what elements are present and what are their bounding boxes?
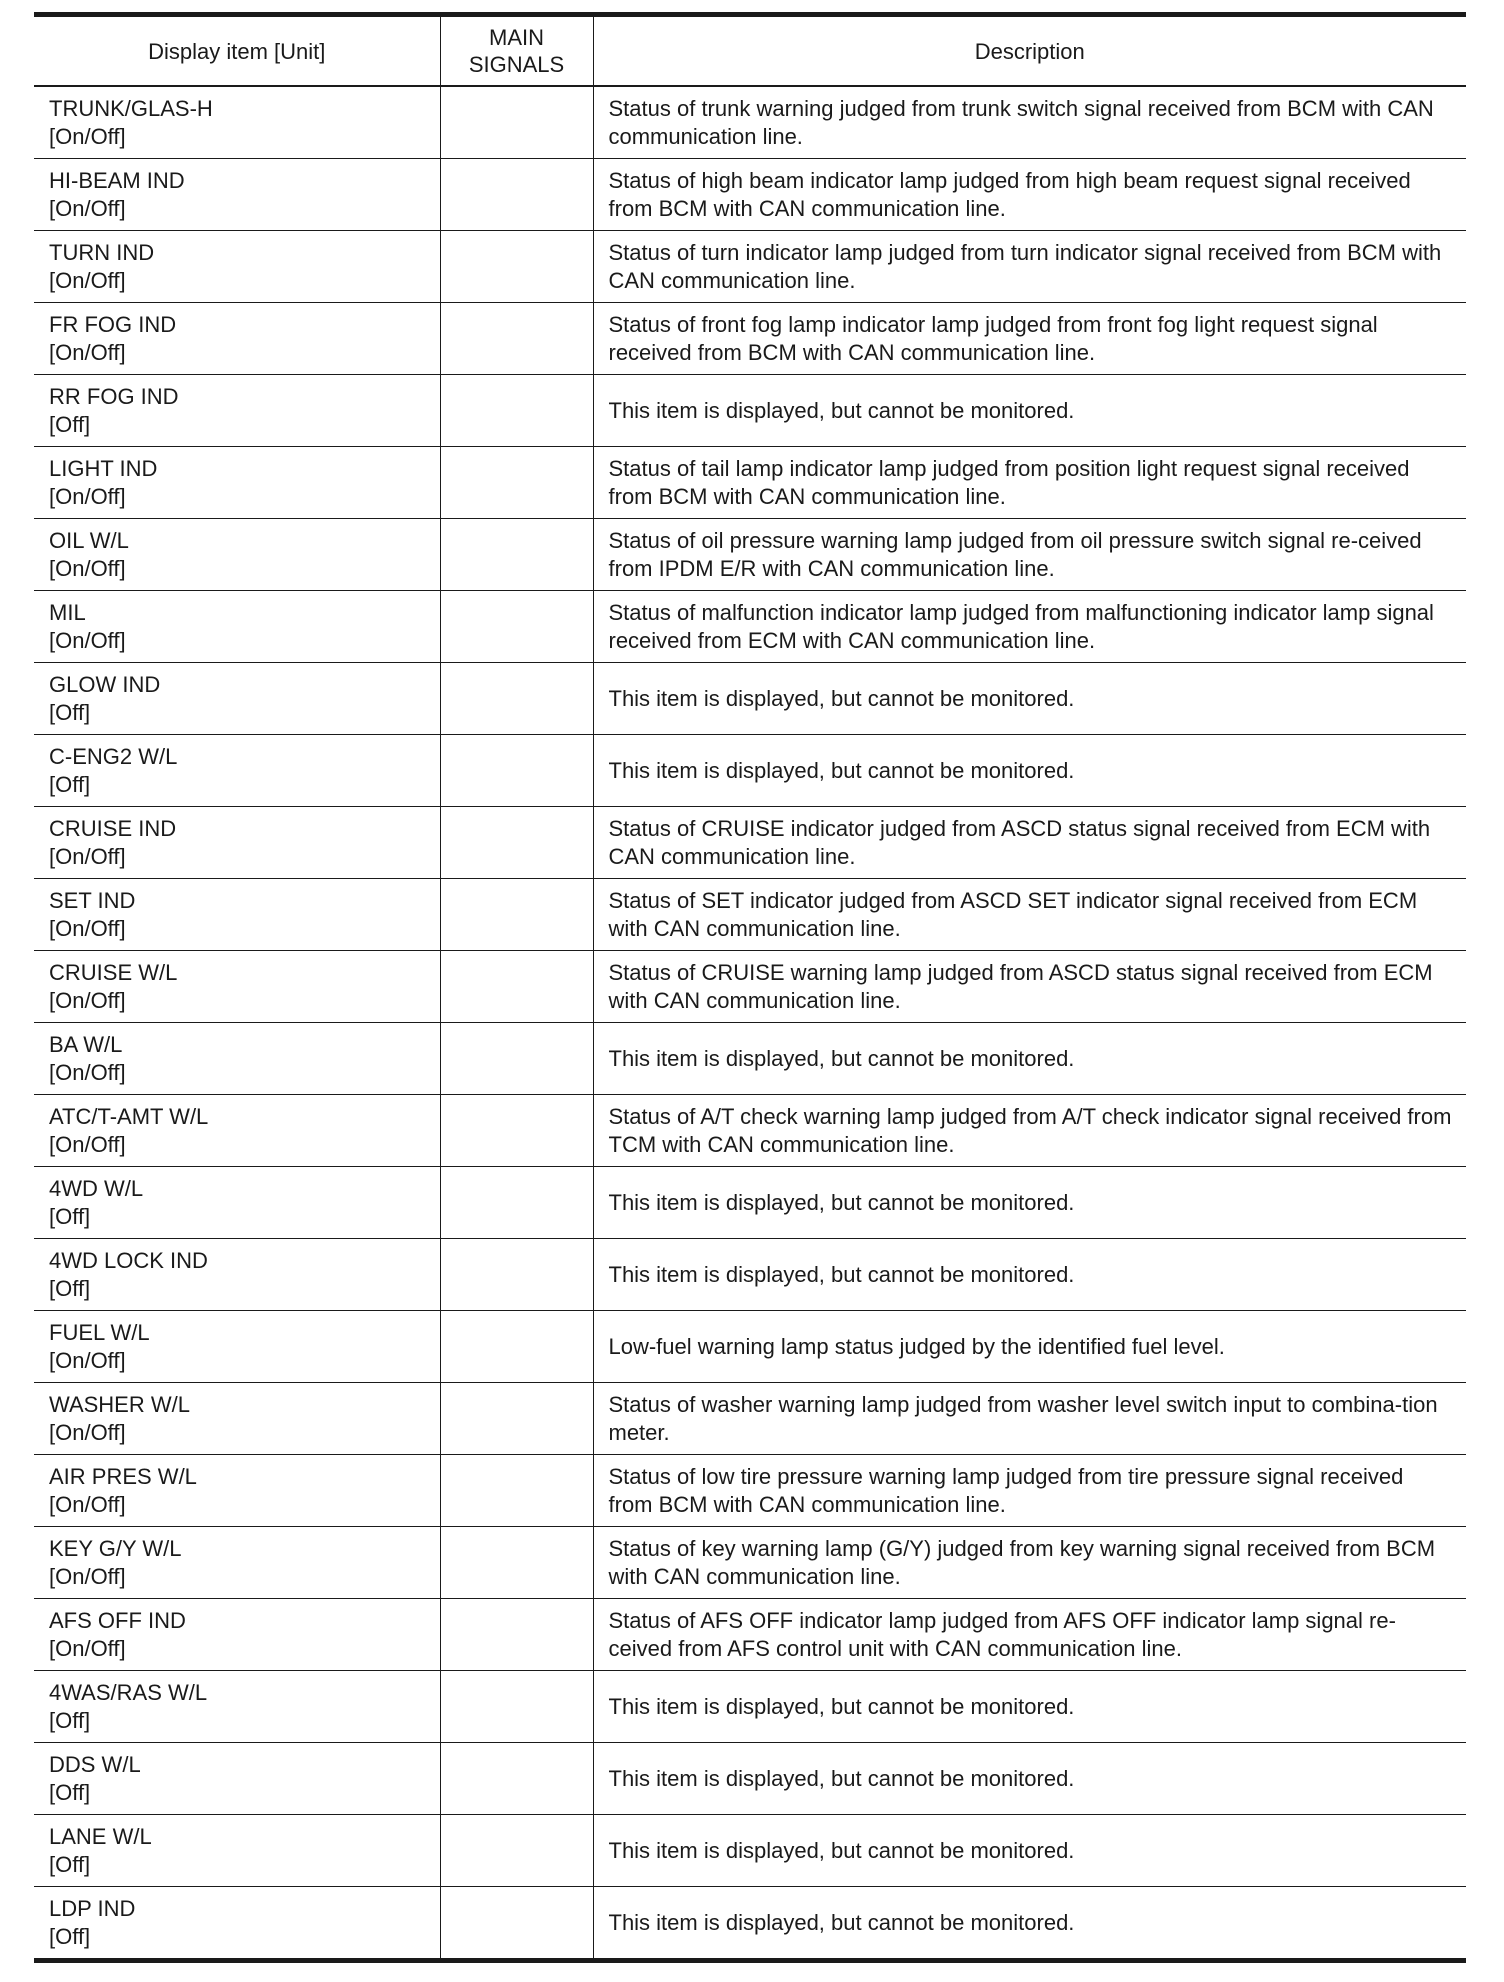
main-signals-cell [440,1239,593,1311]
display-item-name: OIL W/L [49,527,129,553]
description-cell: This item is displayed, but cannot be monitored. [593,1743,1466,1815]
table-row [34,591,1466,663]
table-row [34,1671,1466,1743]
display-item-cell [34,519,440,591]
main-signals-cell [440,1887,593,1961]
display-item-unit: [On/Off] [49,987,126,1013]
display-item-name: FUEL W/L [49,1319,150,1345]
table-row [34,231,1466,303]
description-cell: This item is displayed, but cannot be monitored. [593,1671,1466,1743]
display-item-unit: [Off] [49,699,91,725]
main-signals-cell [440,231,593,303]
display-item-unit: [On/Off] [49,1635,126,1661]
display-item-cell [34,159,440,231]
description-cell: This item is displayed, but cannot be monitored. [593,1023,1466,1095]
main-signals-cell [440,86,593,159]
display-item-cell [34,1671,440,1743]
description-cell: This item is displayed, but cannot be monitored. [593,735,1466,807]
table-row [34,1455,1466,1527]
description-cell: Status of SET indicator judged from ASCD SET indicator signal received from ECM with CAN communication line. [593,879,1466,951]
display-item-unit: [On/Off] [49,1563,126,1589]
main-signals-cell [440,1095,593,1167]
display-item-name: 4WD LOCK IND [49,1247,208,1273]
header-main-signals [440,15,593,87]
display-item-name: AIR PRES W/L [49,1463,197,1489]
table-body [34,86,1466,1961]
display-item-cell [34,1887,440,1961]
display-item-name: DDS W/L [49,1751,141,1777]
table-row [34,1599,1466,1671]
display-item-cell [34,303,440,375]
main-signals-cell [440,1527,593,1599]
table-row [34,1527,1466,1599]
display-item-cell [34,807,440,879]
table-row [34,735,1466,807]
description-cell: Status of CRUISE indicator judged from ASCD status signal received from ECM with CAN communication line. [593,807,1466,879]
description-cell: Status of AFS OFF indicator lamp judged from AFS OFF indicator lamp signal re-ceived from AFS control unit with CAN communication line. [593,1599,1466,1671]
main-signals-cell [440,159,593,231]
display-item-cell [34,1815,440,1887]
display-item-cell [34,231,440,303]
display-item-cell [34,1023,440,1095]
main-signals-cell [440,735,593,807]
display-item-name: 4WAS/RAS W/L [49,1679,208,1705]
main-signals-cell [440,1815,593,1887]
display-item-name: KEY G/Y W/L [49,1535,182,1561]
display-item-name: WASHER W/L [49,1391,190,1417]
description-cell: This item is displayed, but cannot be monitored. [593,1887,1466,1961]
table-row [34,1383,1466,1455]
description-cell: Status of washer warning lamp judged from washer level switch input to combina-tion meter. [593,1383,1466,1455]
table-row [34,1743,1466,1815]
display-item-cell [34,86,440,159]
display-item-unit: [On/Off] [49,843,126,869]
description-cell: This item is displayed, but cannot be monitored. [593,1239,1466,1311]
display-item-unit: [On/Off] [49,1131,126,1157]
display-item-name: LIGHT IND [49,455,158,481]
description-cell: This item is displayed, but cannot be monitored. [593,375,1466,447]
header-main-signals-line2: SIGNALS [468,52,565,77]
table-row [34,1239,1466,1311]
display-item-cell [34,951,440,1023]
table-row [34,1887,1466,1961]
main-signals-cell [440,1599,593,1671]
description-cell: This item is displayed, but cannot be monitored. [593,1815,1466,1887]
header-description: Description [593,15,1466,87]
table-row [34,951,1466,1023]
display-item-name: AFS OFF IND [49,1607,186,1633]
display-item-unit: [On/Off] [49,1491,126,1517]
main-signals-cell [440,1023,593,1095]
table-row [34,1311,1466,1383]
display-item-name: ATC/T-AMT W/L [49,1103,209,1129]
display-item-cell [34,1167,440,1239]
display-item-cell [34,375,440,447]
description-cell: Status of oil pressure warning lamp judged from oil pressure switch signal re-ceived from IPDM E/R with CAN communication line. [593,519,1466,591]
display-item-cell [34,1095,440,1167]
main-signals-cell [440,1311,593,1383]
main-signals-cell [440,663,593,735]
display-item-cell [34,1743,440,1815]
display-item-cell [34,447,440,519]
display-item-name: RR FOG IND [49,383,179,409]
data-monitor-table [34,12,1466,1963]
display-item-unit: [On/Off] [49,267,126,293]
display-item-unit: [On/Off] [49,483,126,509]
description-cell: Status of A/T check warning lamp judged from A/T check indicator signal received from TCM with CAN communication line. [593,1095,1466,1167]
display-item-unit: [On/Off] [49,195,126,221]
display-item-unit: [Off] [49,1851,91,1877]
display-item-name: LANE W/L [49,1823,152,1849]
display-item-cell [34,1455,440,1527]
display-item-unit: [Off] [49,1779,91,1805]
table-row [34,375,1466,447]
display-item-unit: [On/Off] [49,123,126,149]
description-cell: Status of malfunction indicator lamp judged from malfunctioning indicator lamp signal received from ECM with CAN communication line. [593,591,1466,663]
display-item-name: C-ENG2 W/L [49,743,178,769]
display-item-name: TRUNK/GLAS-H [49,95,213,121]
display-item-cell [34,663,440,735]
display-item-unit: [Off] [49,771,91,797]
display-item-cell [34,1527,440,1599]
display-item-name: TURN IND [49,239,155,265]
display-item-cell [34,1311,440,1383]
table-row [34,447,1466,519]
display-item-name: GLOW IND [49,671,161,697]
table-header-row [34,15,1466,87]
display-item-name: HI-BEAM IND [49,167,185,193]
display-item-cell [34,591,440,663]
display-item-unit: [On/Off] [49,1419,126,1445]
main-signals-cell [440,303,593,375]
table-row [34,159,1466,231]
main-signals-cell [440,591,593,663]
display-item-unit: [On/Off] [49,339,126,365]
description-cell: Status of CRUISE warning lamp judged from ASCD status signal received from ECM with CAN communication line. [593,951,1466,1023]
display-item-name: FR FOG IND [49,311,177,337]
description-cell: Status of tail lamp indicator lamp judged from position light request signal received from BCM with CAN communication line. [593,447,1466,519]
main-signals-cell [440,1743,593,1815]
display-item-cell [34,1383,440,1455]
description-cell: Status of key warning lamp (G/Y) judged from key warning signal received from BCM with CAN communication line. [593,1527,1466,1599]
table-row [34,879,1466,951]
header-main-signals-line1: MAIN [489,25,544,50]
display-item-unit: [Off] [49,1275,91,1301]
display-item-name: CRUISE IND [49,815,177,841]
main-signals-cell [440,807,593,879]
table-row [34,1167,1466,1239]
description-cell: Status of front fog lamp indicator lamp judged from front fog light request signal received from BCM with CAN communication line. [593,303,1466,375]
table-row [34,86,1466,159]
display-item-cell [34,1599,440,1671]
description-cell: Status of high beam indicator lamp judged from high beam request signal received from BCM with CAN communication line. [593,159,1466,231]
description-cell: Low-fuel warning lamp status judged by the identified fuel level. [593,1311,1466,1383]
display-item-name: LDP IND [49,1895,136,1921]
main-signals-cell [440,1455,593,1527]
display-item-unit: [On/Off] [49,1347,126,1373]
display-item-unit: [On/Off] [49,1059,126,1085]
main-signals-cell [440,879,593,951]
table-row [34,1815,1466,1887]
table-row [34,1023,1466,1095]
description-cell: Status of trunk warning judged from trunk switch signal received from BCM with CAN communication line. [593,86,1466,159]
description-cell: Status of turn indicator lamp judged from turn indicator signal received from BCM with CAN communication line. [593,231,1466,303]
header-display-item: Display item [Unit] [34,15,440,87]
display-item-unit: [Off] [49,1707,91,1733]
description-cell: Status of low tire pressure warning lamp judged from tire pressure signal received from BCM with CAN communication line. [593,1455,1466,1527]
display-item-unit: [Off] [49,1923,91,1949]
display-item-name: CRUISE W/L [49,959,178,985]
main-signals-cell [440,375,593,447]
display-item-unit: [On/Off] [49,627,126,653]
table-row [34,303,1466,375]
display-item-name: BA W/L [49,1031,123,1057]
table-row [34,1095,1466,1167]
table-row [34,519,1466,591]
description-cell: This item is displayed, but cannot be monitored. [593,1167,1466,1239]
main-signals-cell [440,519,593,591]
main-signals-cell [440,951,593,1023]
display-item-unit: [Off] [49,411,91,437]
table-row [34,663,1466,735]
description-cell: This item is displayed, but cannot be monitored. [593,663,1466,735]
display-item-unit: [On/Off] [49,555,126,581]
display-item-name: 4WD W/L [49,1175,144,1201]
table-row [34,807,1466,879]
main-signals-cell [440,447,593,519]
display-item-unit: [Off] [49,1203,91,1229]
main-signals-cell [440,1671,593,1743]
display-item-cell [34,879,440,951]
display-item-name: SET IND [49,887,136,913]
display-item-unit: [On/Off] [49,915,126,941]
main-signals-cell [440,1383,593,1455]
display-item-name: MIL [49,599,86,625]
display-item-cell [34,735,440,807]
main-signals-cell [440,1167,593,1239]
display-item-cell [34,1239,440,1311]
document-page [34,12,1466,1963]
